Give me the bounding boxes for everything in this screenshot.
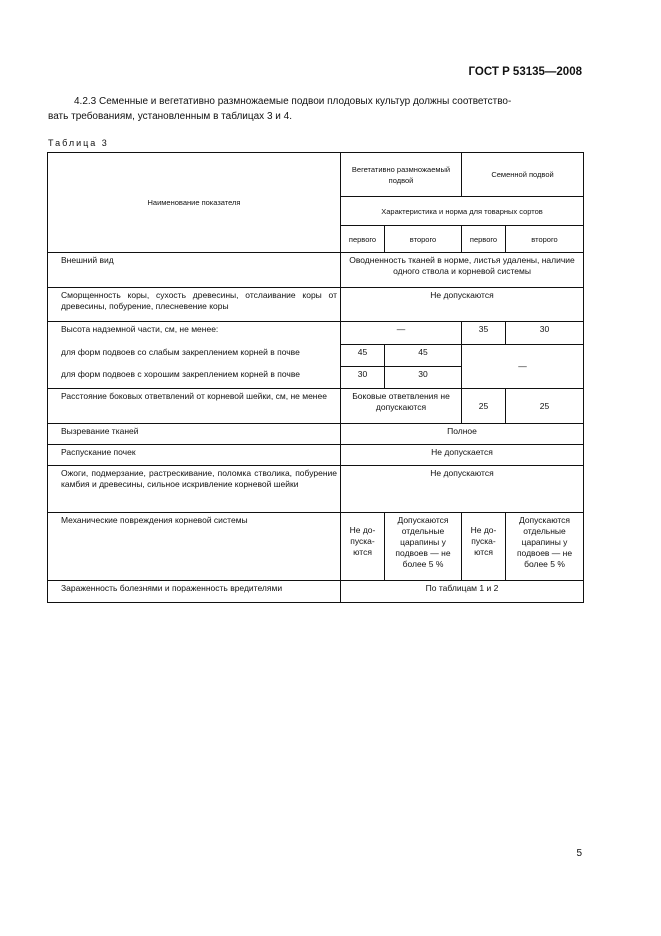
paragraph-line-1: 4.2.3 Семенные и вегетативно размножаемые подвои плодовых культур должны соответство- — [74, 96, 512, 107]
height-seed-dash: — — [462, 345, 584, 389]
table-row — [48, 345, 584, 367]
table-row — [48, 466, 584, 513]
damage-veg-second: Допускаются отдельные царапины у подвоев — не более 5 % — [385, 513, 462, 581]
damage-seed-first: Не до-пуска-ются — [462, 513, 506, 581]
paragraph-line-2: вать требованиям, установленным в таблицах 3 и 4. — [48, 111, 293, 122]
requirements-table — [47, 152, 584, 603]
table-row — [48, 581, 584, 603]
table-caption: Таблица 3 — [48, 138, 109, 148]
row-value-buds: Не допускается — [341, 445, 584, 466]
row-value-burns: Не допускаются — [341, 466, 584, 513]
header-characteristic: Характеристика и норма для товарных сортов — [341, 197, 584, 226]
page-number: 5 — [576, 848, 582, 859]
row-label-maturity: Вызревание тканей — [48, 424, 341, 445]
height-seed-second: 30 — [506, 322, 584, 345]
header-veg-second: второго — [385, 226, 462, 253]
standard-number: ГОСТ Р 53135—2008 — [468, 66, 582, 78]
branches-veg-value: Боковые ответвления не допускаются — [341, 389, 462, 424]
header-seed-second: второго — [506, 226, 584, 253]
height-seed-first: 35 — [462, 322, 506, 345]
row-label-branches: Расстояние боковых ответвлений от корневой шейки, см, не менее — [48, 389, 341, 424]
row-label-bark: Сморщенность коры, сухость древесины, отслаивание коры от древесины, побурение, плесневение коры — [48, 288, 341, 322]
table-row — [48, 253, 584, 288]
branches-seed-second: 25 — [506, 389, 584, 424]
row-label-buds: Распускание почек — [48, 445, 341, 466]
row-label-damage: Механические повреждения корневой системы — [48, 513, 341, 581]
row-label-height-strong: для форм подвоев с хорошим закреплением корней в почве — [48, 367, 341, 389]
row-label-disease: Зараженность болезнями и пораженность вредителями — [48, 581, 341, 603]
header-seed-first: первого — [462, 226, 506, 253]
branches-seed-first: 25 — [462, 389, 506, 424]
header-indicator: Наименование показателя — [48, 153, 341, 253]
row-value-maturity: Полное — [341, 424, 584, 445]
header-vegetative: Вегетативно размножаемый подвой — [341, 153, 462, 197]
table-row — [48, 513, 584, 581]
table-row — [48, 445, 584, 466]
row-label-appearance: Внешний вид — [48, 253, 341, 288]
damage-veg-first: Не до-пуска-ются — [341, 513, 385, 581]
table-row — [48, 288, 584, 322]
table-row — [48, 389, 584, 424]
table-row — [48, 322, 584, 345]
row-label-height-weak: для форм подвоев со слабым закреплением корней в почве — [48, 345, 341, 367]
table-row — [48, 424, 584, 445]
height-strong-second: 30 — [385, 367, 462, 389]
header-seed: Семенной подвой — [462, 153, 584, 197]
row-label-height: Высота надземной части, см, не менее: — [48, 322, 341, 345]
row-value-bark: Не допускаются — [341, 288, 584, 322]
header-veg-first: первого — [341, 226, 385, 253]
height-weak-second: 45 — [385, 345, 462, 367]
row-label-burns: Ожоги, подмерзание, растрескивание, поломка стволика, побурение камбия и древесины, сильное искривление корневой шейки — [48, 466, 341, 513]
height-weak-first: 45 — [341, 345, 385, 367]
row-value-disease: По таблицам 1 и 2 — [341, 581, 584, 603]
height-veg-value: — — [341, 322, 462, 345]
height-strong-first: 30 — [341, 367, 385, 389]
row-value-appearance: Оводненность тканей в норме, листья удалены, наличие одного ствола и корневой системы — [341, 253, 584, 288]
paragraph — [48, 94, 580, 124]
damage-seed-second: Допускаются отдельные царапины у подвоев — не более 5 % — [506, 513, 584, 581]
